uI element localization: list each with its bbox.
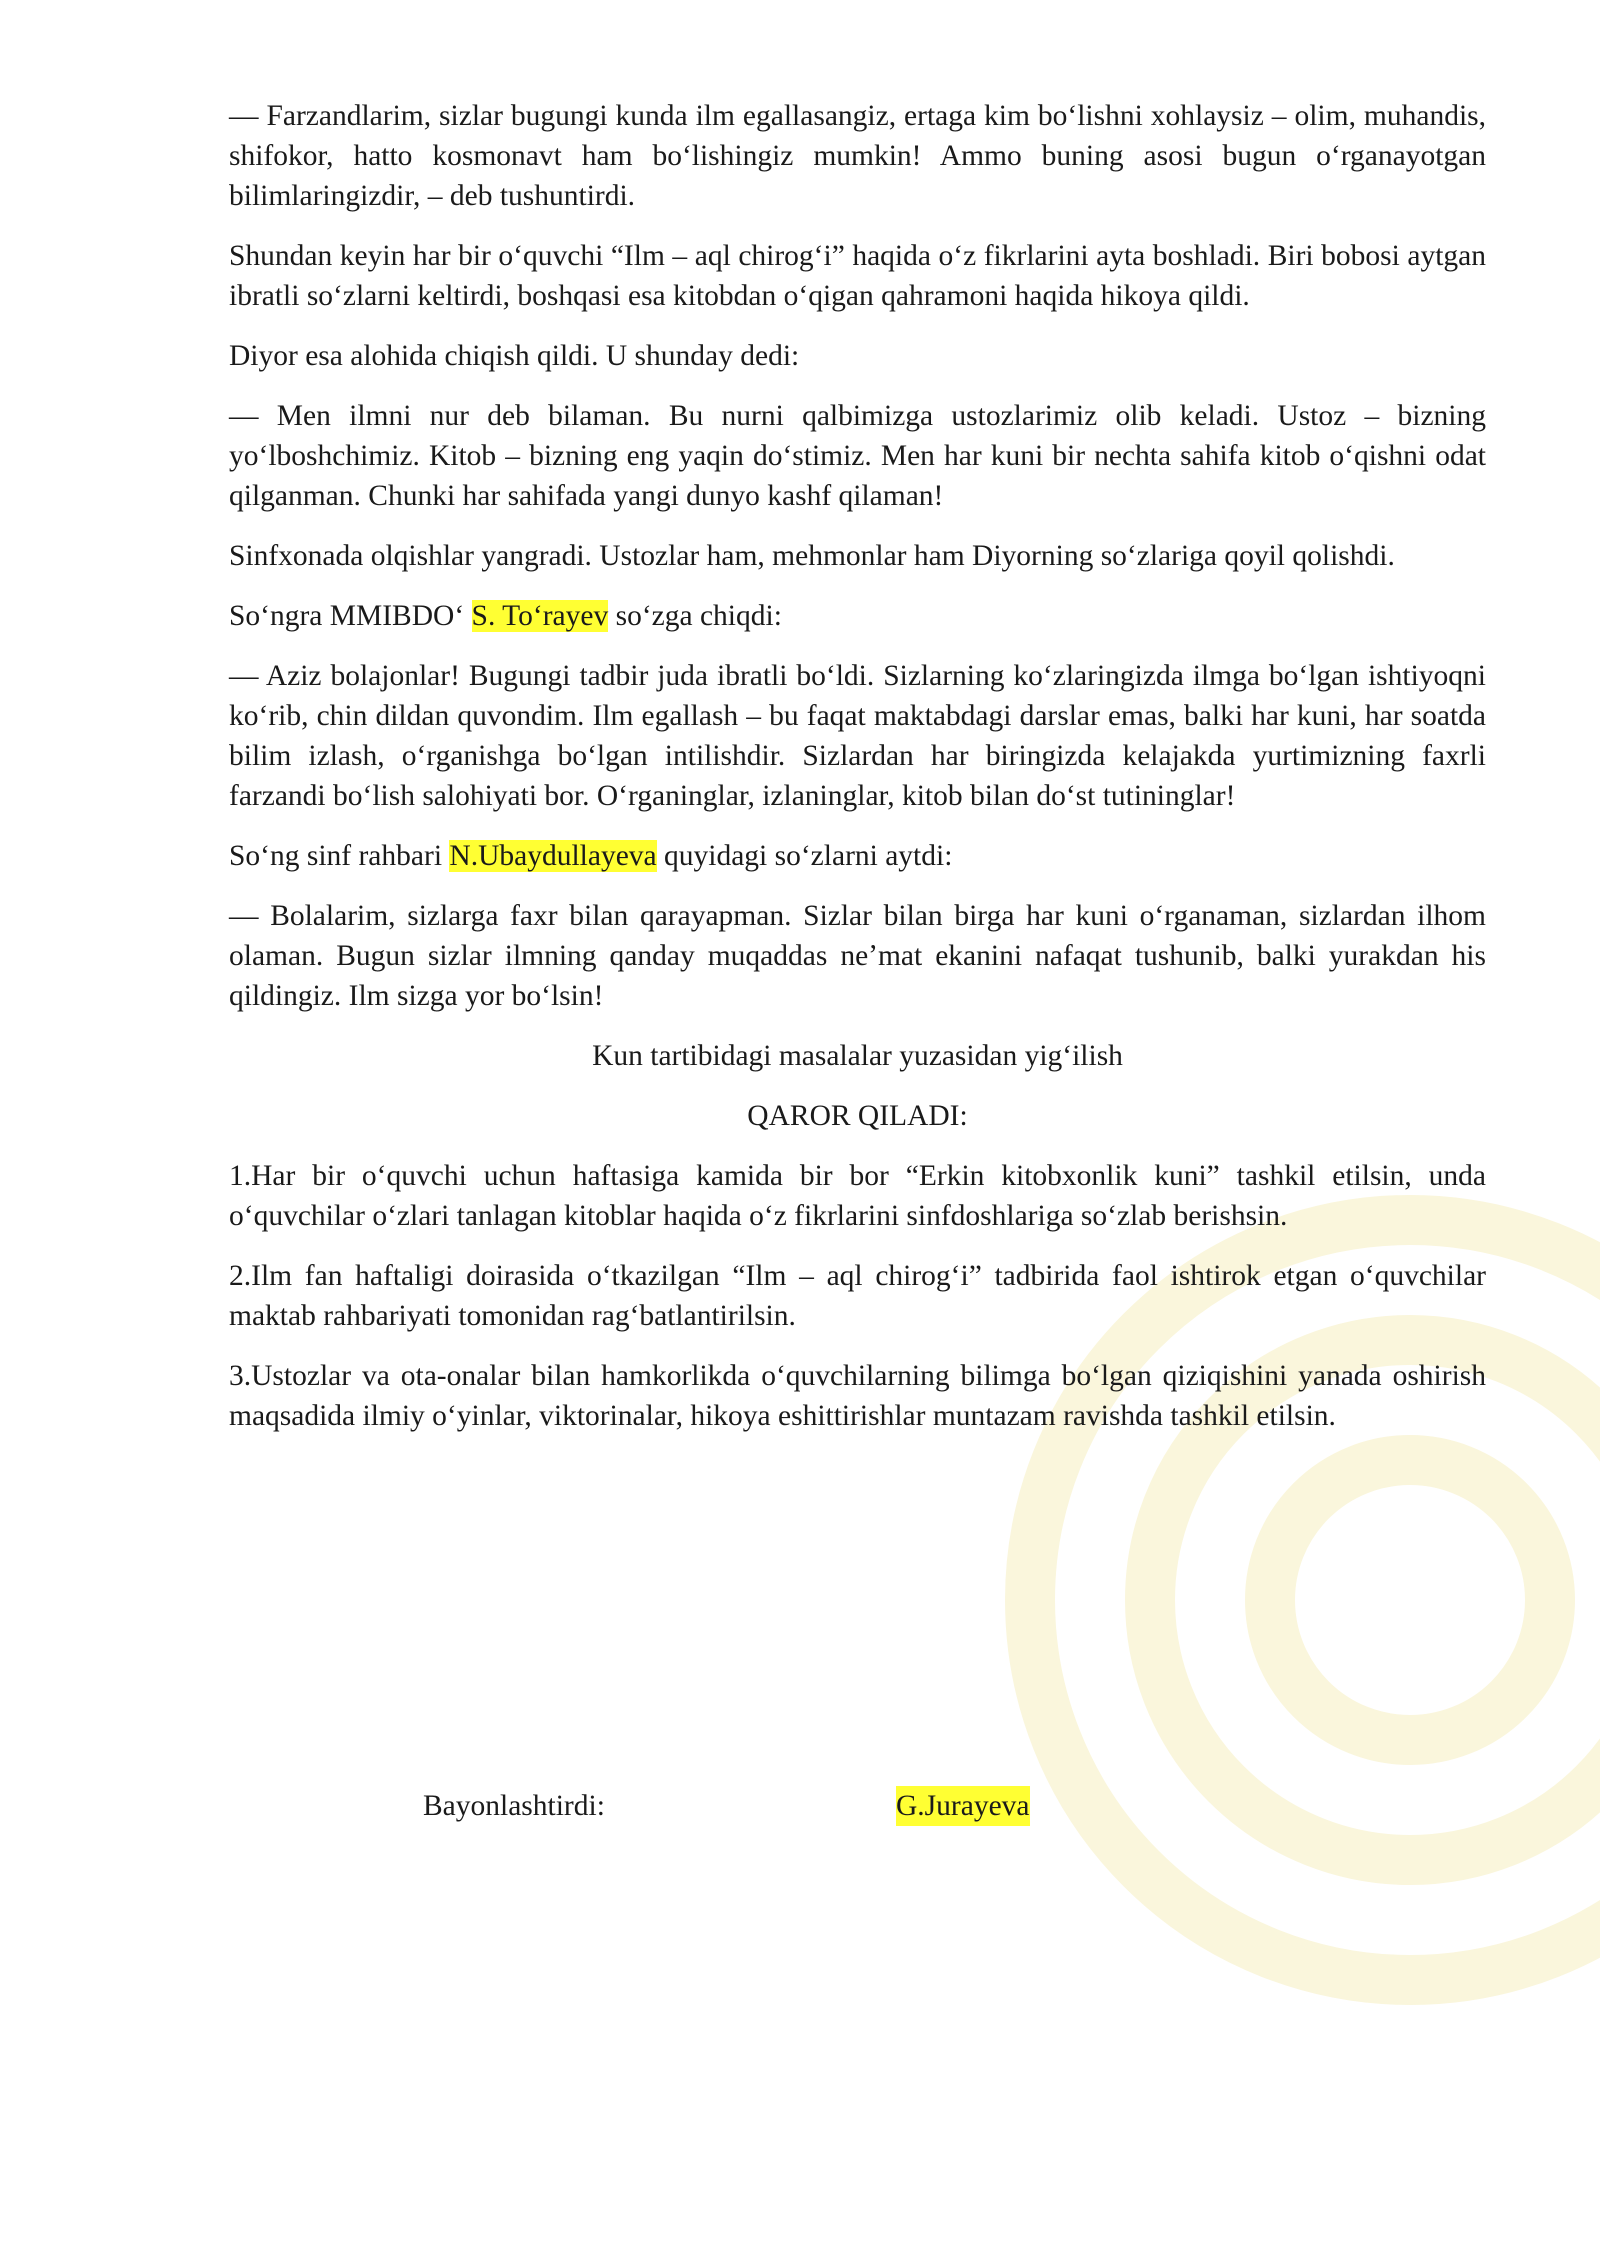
decision-heading: QAROR QILADI:: [747, 1100, 968, 1132]
signature-label: Bayonlashtirdi:: [423, 1790, 605, 1822]
speaker-2-intro: [229, 836, 1486, 876]
paragraph-1: — Farzandlarim, sizlar bugungi kunda ilm egallasangiz, ertaga kim boʻlishni xohlaysiz – olim, muhandis, shifokor, hatto kosmonavt ham boʻlishingiz mumkin! Ammo buning asosi bugun oʻrganayotgan bilimlaringizdir, – deb tushuntirdi.: [229, 100, 1486, 212]
speaker-1-intro: [229, 596, 1486, 636]
speaker-1-name: S. Toʻrayev: [471, 600, 609, 632]
decision-item-2: 2.Ilm fan haftaligi doirasida oʻtkazilgan “Ilm – aql chirogʻi” tadbirida faol ishtirok etgan oʻquvchilar maktab rahbariyati tomonidan ragʻbatlantirilsin.: [229, 1260, 1486, 1332]
agenda-line: Kun tartibidagi masalalar yuzasidan yigʻilish: [592, 1040, 1123, 1072]
signature-name: G.Jurayeva: [896, 1786, 1030, 1826]
decision-item-3: 3.Ustozlar va ota-onalar bilan hamkorlikda oʻquvchilarning bilimga boʻlgan qiziqishini yanada oshirish maqsadida ilmiy oʻyinlar, viktorinalar, hikoya eshittirishlar muntazam ravishda tashkil etilsin.: [229, 1360, 1486, 1432]
paragraph-5: Sinfxonada olqishlar yangradi. Ustozlar ham, mehmonlar ham Diyorning soʻzlariga qoyil qolishdi.: [229, 540, 1395, 572]
paragraph-3: Diyor esa alohida chiqish qildi. U shunday dedi:: [229, 340, 800, 372]
speaker-2-after: quyidagi soʻzlarni aytdi:: [656, 840, 953, 872]
speaker-1-before: Soʻngra MMIBDOʻ: [229, 600, 472, 632]
decision-item-1: 1.Har bir oʻquvchi uchun haftasiga kamida bir bor “Erkin kitobxonlik kuni” tashkil etilsin, unda oʻquvchilar oʻzlari tanlagan kitoblar haqida oʻz fikrlarini sinfdoshlariga soʻzlab berishsin.: [229, 1160, 1486, 1232]
speech-2: — Bolalarim, sizlarga faxr bilan qarayapman. Sizlar bilan birga har kuni oʻrganaman, sizlardan ilhom olaman. Bugun sizlar ilmning qanday muqaddas neʼmat ekanini nafaqat tushunib, balki yurakdan his qildingiz. Ilm sizga yor boʻlsin!: [229, 900, 1486, 1012]
document-body: [229, 96, 1486, 1456]
speaker-2-before: Soʻng sinf rahbari: [229, 840, 450, 872]
speech-1: — Aziz bolajonlar! Bugungi tadbir juda ibratli boʻldi. Sizlarning koʻzlaringizda ilmga boʻlgan ishtiyoqni koʻrib, chin dildan quvondim. Ilm egallash – bu faqat maktabdagi darslar emas, balki har kuni, har soatda bilim izlash, oʻrganishga boʻlgan intilishdir. Sizlardan har biringizda kelajakda yurtimizning faxrli farzandi boʻlish salohiyati bor. Oʻrganinglar, izlaninglar, kitob bilan doʻst tutininglar!: [229, 660, 1486, 812]
paragraph-4: — Men ilmni nur deb bilaman. Bu nurni qalbimizga ustozlarimiz olib keladi. Ustoz – bizning yoʻlboshchimiz. Kitob – bizning eng yaqin doʻstimiz. Men har kuni bir nechta sahifa kitob oʻqishni odat qilganman. Chunki har sahifada yangi dunyo kashf qilaman!: [229, 400, 1486, 512]
paragraph-2: Shundan keyin har bir oʻquvchi “Ilm – aql chirogʻi” haqida oʻz fikrlarini ayta boshladi. Biri bobosi aytgan ibratli soʻzlarni keltirdi, boshqasi esa kitobdan oʻqigan qahramoni haqida hikoya qildi.: [229, 240, 1486, 312]
speaker-1-after: soʻzga chiqdi:: [608, 600, 782, 632]
speaker-2-name: N.Ubaydullayeva: [449, 840, 657, 872]
